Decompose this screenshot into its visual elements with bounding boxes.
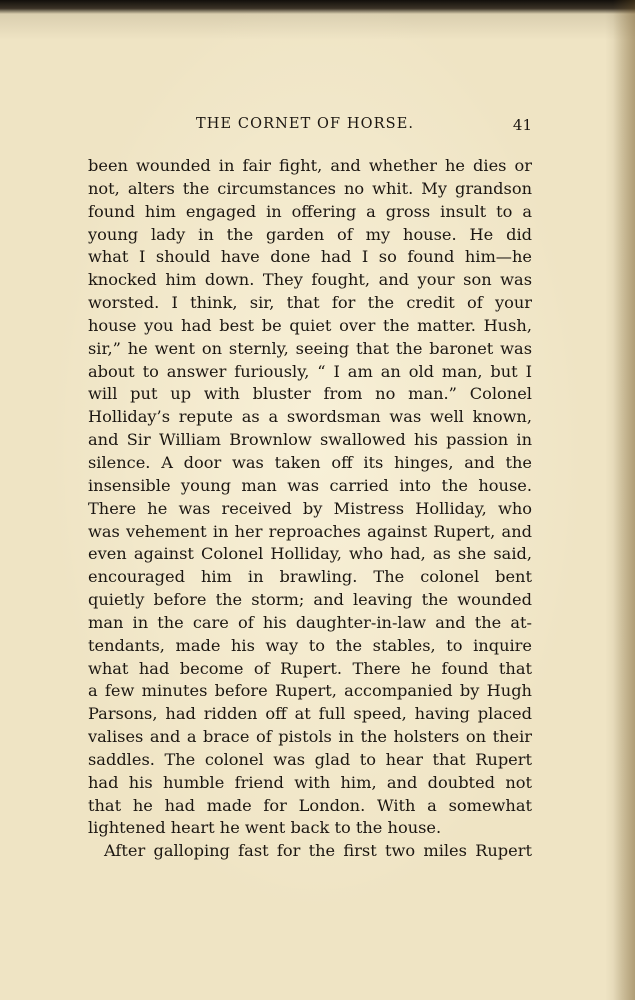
text-line: worsted. I think, sir, that for the credit of your [88,293,532,313]
text-line: tendants, made his way to the stables, to inquire [88,635,532,655]
text-line: will put up with bluster from no man.” Colonel [88,384,532,404]
page-header [88,116,532,138]
running-head: THE CORNET OF HORSE. [196,116,415,132]
text-line: that he had made for London. With a somewhat [88,795,532,815]
text-line: After galloping fast for the first two miles Rupert [104,841,532,861]
text-line: house you had best be quiet over the matter. Hush, [88,315,532,335]
page-number: 41 [512,116,532,134]
text-line: Holliday’s repute as a swordsman was well known, [88,407,532,427]
text-line: encouraged him in brawling. The colonel bent [88,567,532,587]
text-line: even against Colonel Holliday, who had, as she said, [88,544,532,564]
text-line: saddles. The colonel was glad to hear that Rupert [88,749,532,769]
text-line: found him engaged in offering a gross insult to a [88,201,532,221]
page-top-edge [0,0,635,14]
text-line: been wounded in fair fight, and whether he dies or [88,156,532,175]
text-line: what I should have done had I so found him—he [88,247,532,267]
text-line: man in the care of his daughter-in-law and the at- [88,612,532,632]
text-line: lightened heart he went back to the house. [88,818,442,838]
text-line: a few minutes before Rupert, accompanied by Hugh [88,681,532,701]
text-line: and Sir William Brownlow swallowed his passion in [88,430,532,450]
text-line: not, alters the circumstances no whit. My grandson [88,178,532,198]
text-line: There he was received by Mistress Holliday, who [88,498,532,518]
text-line: was vehement in her reproaches against Rupert, and [88,521,532,541]
text-line: about to answer furiously, “ I am an old man, but I [88,361,532,381]
text-line: silence. A door was taken off its hinges, and the [88,452,532,472]
text-line: sir,” he went on sternly, seeing that the baronet was [88,338,532,358]
text-line: had his humble friend with him, and doubted not [88,772,532,792]
text-line: valises and a brace of pistols in the holsters on their [88,727,532,747]
text-line: quietly before the storm; and leaving the wounded [88,590,532,610]
body-text [88,155,532,863]
text-line: Parsons, had ridden off at full speed, having placed [88,704,532,724]
text-line: young lady in the garden of my house. He did [88,224,532,244]
page-gutter-shadow [613,0,635,1000]
text-line: what had become of Rupert. There he found that [88,658,532,678]
text-line: knocked him down. They fought, and your son was [88,270,532,290]
text-line: insensible young man was carried into the house. [88,475,532,495]
